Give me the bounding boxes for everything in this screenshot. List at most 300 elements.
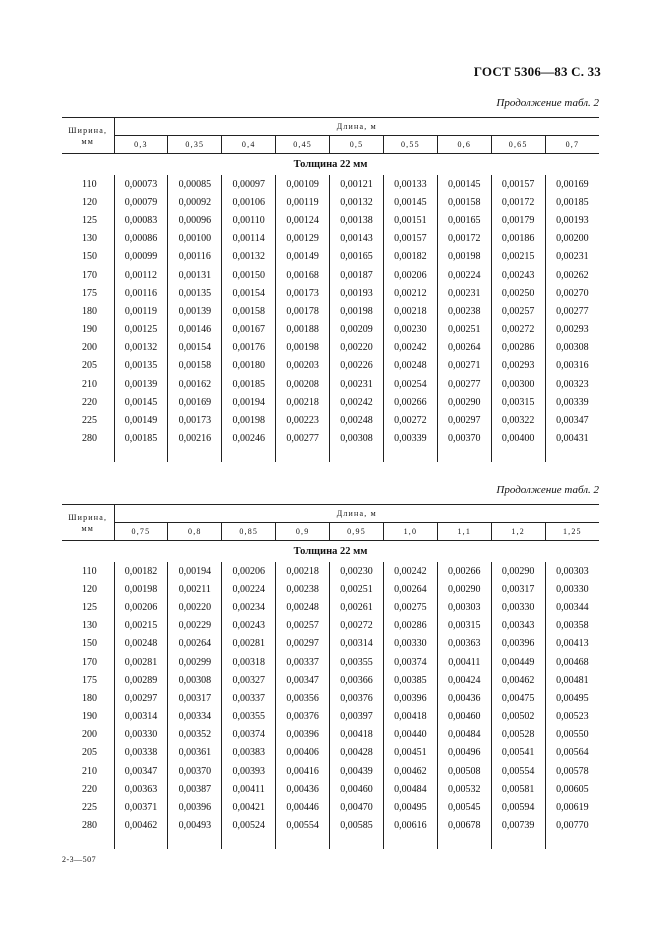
- volume-cell: 0,00198: [330, 302, 384, 320]
- volume-cell: 0,00116: [168, 248, 222, 266]
- volume-cell: 0,00370: [168, 762, 222, 780]
- continuation-caption: Продолжение табл. 2: [496, 97, 599, 109]
- volume-cell: 0,00330: [383, 635, 437, 653]
- volume-cell: 0,00238: [276, 580, 330, 598]
- table-row: [62, 266, 599, 284]
- volume-cell: 0,00129: [276, 230, 330, 248]
- length-column-header: Длина, м: [114, 505, 599, 523]
- volume-cell: 0,00330: [545, 580, 599, 598]
- width-cell: 110: [82, 178, 97, 190]
- volume-cell: 0,00383: [222, 744, 276, 762]
- volume-cell: 0,00230: [383, 321, 437, 339]
- volume-cell: 0,00145: [383, 193, 437, 211]
- volume-cell: 0,00424: [437, 671, 491, 689]
- width-column-header: Ширина, мм: [62, 118, 114, 154]
- volume-cell: 0,00114: [222, 230, 276, 248]
- table-row: [62, 780, 599, 798]
- volume-cell: 0,00231: [330, 375, 384, 393]
- volume-cell: 0,00146: [168, 321, 222, 339]
- volume-cell: 0,00099: [114, 248, 168, 266]
- volume-cell: 0,00605: [545, 780, 599, 798]
- volume-cell: 0,00578: [545, 762, 599, 780]
- volume-cell: 0,00322: [491, 411, 545, 429]
- volume-cell: 0,00182: [383, 248, 437, 266]
- volume-cell: 0,00462: [114, 817, 168, 835]
- width-cell: 120: [82, 583, 97, 595]
- volume-cell: 0,00173: [168, 411, 222, 429]
- volume-cell: 0,00308: [168, 671, 222, 689]
- volume-cell: 0,00616: [383, 817, 437, 835]
- volume-cell: 0,00317: [491, 580, 545, 598]
- volume-cell: 0,00188: [276, 321, 330, 339]
- table-row: [62, 211, 599, 229]
- width-cell: 190: [82, 324, 97, 336]
- volume-cell: 0,00363: [437, 635, 491, 653]
- volume-cell: 0,00262: [545, 266, 599, 284]
- width-cell: 210: [82, 765, 97, 777]
- width-cell: 205: [82, 747, 97, 759]
- volume-cell: 0,00290: [437, 580, 491, 598]
- volume-cell: 0,00220: [330, 339, 384, 357]
- volume-cell: 0,00411: [437, 653, 491, 671]
- volume-cell: 0,00173: [276, 284, 330, 302]
- volume-cell: 0,00385: [383, 671, 437, 689]
- volume-cell: 0,00250: [491, 284, 545, 302]
- volume-cell: 0,00436: [276, 780, 330, 798]
- volume-cell: 0,00270: [545, 284, 599, 302]
- table-body: [62, 541, 599, 849]
- volume-cell: 0,00484: [437, 726, 491, 744]
- volume-cell: 0,00194: [168, 562, 222, 580]
- volume-cell: 0,00355: [330, 653, 384, 671]
- volume-cell: 0,00493: [168, 817, 222, 835]
- volume-cell: 0,00254: [383, 375, 437, 393]
- volume-cell: 0,00257: [491, 302, 545, 320]
- length-value-header: 0,95: [330, 523, 384, 541]
- table-row: [62, 411, 599, 429]
- volume-cell: 0,00234: [222, 598, 276, 616]
- table-row: [62, 817, 599, 835]
- table-row: [62, 302, 599, 320]
- volume-cell: 0,00460: [437, 708, 491, 726]
- table-row: [62, 726, 599, 744]
- volume-cell: 0,00206: [222, 562, 276, 580]
- length-value-header: 0,8: [168, 523, 222, 541]
- volume-cell: 0,00290: [437, 393, 491, 411]
- volume-cell: 0,00187: [330, 266, 384, 284]
- table-row: [62, 671, 599, 689]
- volume-cell: 0,00139: [168, 302, 222, 320]
- width-cell: 150: [82, 638, 97, 650]
- volume-cell: 0,00396: [491, 635, 545, 653]
- table-row: [62, 653, 599, 671]
- volume-cell: 0,00356: [276, 689, 330, 707]
- volume-cell: 0,00121: [330, 175, 384, 193]
- volume-cell: 0,00208: [276, 375, 330, 393]
- length-value-header: 0,9: [276, 523, 330, 541]
- length-value-header: 0,5: [330, 136, 384, 154]
- volume-cell: 0,00100: [168, 230, 222, 248]
- volume-cell: 0,00347: [276, 671, 330, 689]
- volume-cell: 0,00169: [545, 175, 599, 193]
- volume-cell: 0,00337: [276, 653, 330, 671]
- length-value-header: 0,55: [383, 136, 437, 154]
- volume-cell: 0,00411: [222, 780, 276, 798]
- volume-cell: 0,00330: [491, 598, 545, 616]
- volume-cell: 0,00460: [330, 780, 384, 798]
- width-cell: 150: [82, 251, 97, 263]
- volume-cell: 0,00138: [330, 211, 384, 229]
- volume-cell: 0,00085: [168, 175, 222, 193]
- volume-cell: 0,00086: [114, 230, 168, 248]
- volume-cell: 0,00449: [491, 653, 545, 671]
- volume-cell: 0,00149: [114, 411, 168, 429]
- volume-cell: 0,00554: [491, 762, 545, 780]
- volume-cell: 0,00215: [114, 617, 168, 635]
- volume-cell: 0,00135: [168, 284, 222, 302]
- width-cell: 190: [82, 711, 97, 723]
- volume-cell: 0,00193: [545, 211, 599, 229]
- volume-cell: 0,00218: [383, 302, 437, 320]
- volume-cell: 0,00271: [437, 357, 491, 375]
- table-row: [62, 193, 599, 211]
- volume-cell: 0,00564: [545, 744, 599, 762]
- volume-cell: 0,00421: [222, 798, 276, 816]
- volume-cell: 0,00251: [437, 321, 491, 339]
- volume-cell: 0,00092: [168, 193, 222, 211]
- width-cell: 225: [82, 415, 97, 427]
- width-cell: 130: [82, 233, 97, 245]
- volume-cell: 0,00286: [383, 617, 437, 635]
- volume-cell: 0,00770: [545, 817, 599, 835]
- volume-cell: 0,00139: [114, 375, 168, 393]
- volume-cell: 0,00347: [545, 411, 599, 429]
- volume-cell: 0,00182: [114, 562, 168, 580]
- table-row: [62, 617, 599, 635]
- width-cell: 180: [82, 305, 97, 317]
- volume-cell: 0,00314: [114, 708, 168, 726]
- volume-cell: 0,00290: [491, 562, 545, 580]
- volume-table-1: [62, 117, 599, 462]
- length-value-header: 0,3: [114, 136, 168, 154]
- width-cell: 130: [82, 620, 97, 632]
- volume-cell: 0,00413: [545, 635, 599, 653]
- volume-cell: 0,00215: [491, 248, 545, 266]
- volume-cell: 0,00243: [491, 266, 545, 284]
- volume-cell: 0,00151: [383, 211, 437, 229]
- volume-cell: 0,00218: [276, 562, 330, 580]
- volume-cell: 0,00396: [383, 689, 437, 707]
- volume-cell: 0,00337: [222, 689, 276, 707]
- volume-cell: 0,00594: [491, 798, 545, 816]
- volume-cell: 0,00212: [383, 284, 437, 302]
- volume-cell: 0,00167: [222, 321, 276, 339]
- table-row: [62, 798, 599, 816]
- width-column-header: Ширина, мм: [62, 505, 114, 541]
- volume-cell: 0,00387: [168, 780, 222, 798]
- width-cell: 280: [82, 433, 97, 445]
- volume-cell: 0,00481: [545, 671, 599, 689]
- volume-cell: 0,00366: [330, 671, 384, 689]
- volume-cell: 0,00242: [383, 339, 437, 357]
- volume-cell: 0,00165: [437, 211, 491, 229]
- length-value-header: 1,2: [491, 523, 545, 541]
- volume-cell: 0,00314: [330, 635, 384, 653]
- width-cell: 280: [82, 820, 97, 832]
- volume-cell: 0,00198: [114, 580, 168, 598]
- volume-cell: 0,00585: [330, 817, 384, 835]
- volume-cell: 0,00286: [491, 339, 545, 357]
- volume-cell: 0,00446: [276, 798, 330, 816]
- table-row: [62, 708, 599, 726]
- volume-cell: 0,00172: [491, 193, 545, 211]
- volume-cell: 0,00396: [276, 726, 330, 744]
- volume-cell: 0,00418: [383, 708, 437, 726]
- volume-cell: 0,00532: [437, 780, 491, 798]
- volume-cell: 0,00272: [383, 411, 437, 429]
- width-cell: 220: [82, 783, 97, 795]
- volume-cell: 0,00169: [168, 393, 222, 411]
- volume-cell: 0,00198: [276, 339, 330, 357]
- volume-cell: 0,00119: [114, 302, 168, 320]
- volume-cell: 0,00238: [437, 302, 491, 320]
- volume-cell: 0,00739: [491, 817, 545, 835]
- volume-cell: 0,00334: [168, 708, 222, 726]
- volume-cell: 0,00242: [383, 562, 437, 580]
- volume-cell: 0,00277: [545, 302, 599, 320]
- table-body: [62, 154, 599, 462]
- volume-cell: 0,00299: [168, 653, 222, 671]
- length-value-header: 0,85: [222, 523, 276, 541]
- width-cell: 200: [82, 729, 97, 741]
- volume-cell: 0,00203: [276, 357, 330, 375]
- length-value-header: 0,65: [491, 136, 545, 154]
- volume-cell: 0,00264: [168, 635, 222, 653]
- volume-cell: 0,00218: [276, 393, 330, 411]
- volume-cell: 0,00468: [545, 653, 599, 671]
- volume-cell: 0,00619: [545, 798, 599, 816]
- continuation-caption: Продолжение табл. 2: [496, 484, 599, 496]
- volume-cell: 0,00484: [383, 780, 437, 798]
- width-cell: 175: [82, 674, 97, 686]
- volume-cell: 0,00275: [383, 598, 437, 616]
- volume-cell: 0,00165: [330, 248, 384, 266]
- volume-cell: 0,00436: [437, 689, 491, 707]
- volume-cell: 0,00400: [491, 430, 545, 448]
- table-row: [62, 744, 599, 762]
- volume-cell: 0,00343: [491, 617, 545, 635]
- width-cell: 125: [82, 214, 97, 226]
- volume-cell: 0,00303: [545, 562, 599, 580]
- volume-cell: 0,00180: [222, 357, 276, 375]
- volume-cell: 0,00361: [168, 744, 222, 762]
- volume-cell: 0,00185: [222, 375, 276, 393]
- volume-cell: 0,00330: [114, 726, 168, 744]
- volume-cell: 0,00293: [491, 357, 545, 375]
- volume-cell: 0,00470: [330, 798, 384, 816]
- length-value-header: 1,1: [437, 523, 491, 541]
- table-row: [62, 430, 599, 448]
- volume-cell: 0,00242: [330, 393, 384, 411]
- width-cell: 210: [82, 378, 97, 390]
- volume-cell: 0,00315: [491, 393, 545, 411]
- volume-cell: 0,00266: [383, 393, 437, 411]
- length-value-header: 0,4: [222, 136, 276, 154]
- volume-cell: 0,00358: [545, 617, 599, 635]
- volume-cell: 0,00347: [114, 762, 168, 780]
- volume-cell: 0,00097: [222, 175, 276, 193]
- volume-cell: 0,00220: [168, 598, 222, 616]
- volume-cell: 0,00157: [491, 175, 545, 193]
- volume-cell: 0,00300: [491, 375, 545, 393]
- length-value-header: 0,75: [114, 523, 168, 541]
- page-footer-code: 2-3—507: [62, 855, 97, 864]
- volume-cell: 0,00303: [437, 598, 491, 616]
- volume-cell: 0,00248: [383, 357, 437, 375]
- table-row: [62, 375, 599, 393]
- volume-cell: 0,00132: [222, 248, 276, 266]
- volume-cell: 0,00541: [491, 744, 545, 762]
- volume-cell: 0,00162: [168, 375, 222, 393]
- volume-cell: 0,00229: [168, 617, 222, 635]
- volume-cell: 0,00168: [276, 266, 330, 284]
- volume-cell: 0,00132: [114, 339, 168, 357]
- volume-cell: 0,00397: [330, 708, 384, 726]
- volume-cell: 0,00475: [491, 689, 545, 707]
- volume-cell: 0,00281: [222, 635, 276, 653]
- volume-cell: 0,00216: [168, 430, 222, 448]
- volume-cell: 0,00198: [437, 248, 491, 266]
- volume-cell: 0,00124: [276, 211, 330, 229]
- volume-cell: 0,00502: [491, 708, 545, 726]
- volume-cell: 0,00112: [114, 266, 168, 284]
- volume-cell: 0,00157: [383, 230, 437, 248]
- table-row: [62, 248, 599, 266]
- length-column-header: Длина, м: [114, 118, 599, 136]
- volume-cell: 0,00344: [545, 598, 599, 616]
- table-row: [62, 635, 599, 653]
- volume-cell: 0,00508: [437, 762, 491, 780]
- volume-cell: 0,00316: [545, 357, 599, 375]
- volume-cell: 0,00339: [383, 430, 437, 448]
- table-row: [62, 357, 599, 375]
- thickness-section-label: Толщина 22 мм: [293, 159, 368, 170]
- table-row: [62, 230, 599, 248]
- volume-cell: 0,00209: [330, 321, 384, 339]
- length-value-header: 1,25: [545, 523, 599, 541]
- volume-cell: 0,00132: [330, 193, 384, 211]
- volume-cell: 0,00308: [545, 339, 599, 357]
- table-row: [62, 580, 599, 598]
- volume-cell: 0,00145: [437, 175, 491, 193]
- length-value-header: 0,45: [276, 136, 330, 154]
- volume-cell: 0,00323: [545, 375, 599, 393]
- volume-cell: 0,00083: [114, 211, 168, 229]
- volume-cell: 0,00293: [545, 321, 599, 339]
- volume-cell: 0,00179: [491, 211, 545, 229]
- volume-cell: 0,00178: [276, 302, 330, 320]
- volume-cell: 0,00277: [437, 375, 491, 393]
- volume-cell: 0,00376: [330, 689, 384, 707]
- volume-cell: 0,00110: [222, 211, 276, 229]
- width-cell: 125: [82, 601, 97, 613]
- volume-cell: 0,00125: [114, 321, 168, 339]
- volume-cell: 0,00272: [491, 321, 545, 339]
- volume-cell: 0,00194: [222, 393, 276, 411]
- volume-cell: 0,00158: [168, 357, 222, 375]
- volume-cell: 0,00352: [168, 726, 222, 744]
- width-cell: 175: [82, 287, 97, 299]
- volume-cell: 0,00135: [114, 357, 168, 375]
- volume-cell: 0,00406: [276, 744, 330, 762]
- volume-cell: 0,00223: [276, 411, 330, 429]
- volume-cell: 0,00327: [222, 671, 276, 689]
- volume-cell: 0,00133: [383, 175, 437, 193]
- volume-table-2: [62, 504, 599, 849]
- volume-cell: 0,00318: [222, 653, 276, 671]
- table-row: [62, 321, 599, 339]
- volume-cell: 0,00431: [545, 430, 599, 448]
- length-values-row: [62, 136, 599, 154]
- volume-cell: 0,00096: [168, 211, 222, 229]
- volume-cell: 0,00131: [168, 266, 222, 284]
- volume-cell: 0,00211: [168, 580, 222, 598]
- volume-cell: 0,00297: [114, 689, 168, 707]
- volume-cell: 0,00277: [276, 430, 330, 448]
- table-row: [62, 689, 599, 707]
- volume-cell: 0,00206: [114, 598, 168, 616]
- volume-cell: 0,00440: [383, 726, 437, 744]
- volume-cell: 0,00524: [222, 817, 276, 835]
- width-cell: 225: [82, 802, 97, 814]
- volume-cell: 0,00462: [491, 671, 545, 689]
- volume-cell: 0,00149: [276, 248, 330, 266]
- volume-cell: 0,00224: [222, 580, 276, 598]
- volume-cell: 0,00185: [114, 430, 168, 448]
- volume-cell: 0,00231: [545, 248, 599, 266]
- width-cell: 220: [82, 396, 97, 408]
- volume-cell: 0,00374: [383, 653, 437, 671]
- volume-cell: 0,00224: [437, 266, 491, 284]
- width-cell: 110: [82, 565, 97, 577]
- volume-cell: 0,00106: [222, 193, 276, 211]
- width-cell: 205: [82, 360, 97, 372]
- volume-cell: 0,00428: [330, 744, 384, 762]
- length-value-header: 0,6: [437, 136, 491, 154]
- volume-cell: 0,00243: [222, 617, 276, 635]
- width-cell: 120: [82, 196, 97, 208]
- volume-cell: 0,00297: [437, 411, 491, 429]
- table-row: [62, 339, 599, 357]
- volume-cell: 0,00355: [222, 708, 276, 726]
- volume-cell: 0,00226: [330, 357, 384, 375]
- volume-cell: 0,00371: [114, 798, 168, 816]
- volume-cell: 0,00339: [545, 393, 599, 411]
- volume-cell: 0,00281: [114, 653, 168, 671]
- volume-cell: 0,00308: [330, 430, 384, 448]
- width-cell: 170: [82, 269, 97, 281]
- volume-cell: 0,00462: [383, 762, 437, 780]
- volume-cell: 0,00374: [222, 726, 276, 744]
- width-cell: 180: [82, 692, 97, 704]
- volume-cell: 0,00297: [276, 635, 330, 653]
- volume-cell: 0,00376: [276, 708, 330, 726]
- volume-cell: 0,00246: [222, 430, 276, 448]
- volume-cell: 0,00257: [276, 617, 330, 635]
- volume-cell: 0,00154: [222, 284, 276, 302]
- volume-cell: 0,00554: [276, 817, 330, 835]
- volume-cell: 0,00396: [168, 798, 222, 816]
